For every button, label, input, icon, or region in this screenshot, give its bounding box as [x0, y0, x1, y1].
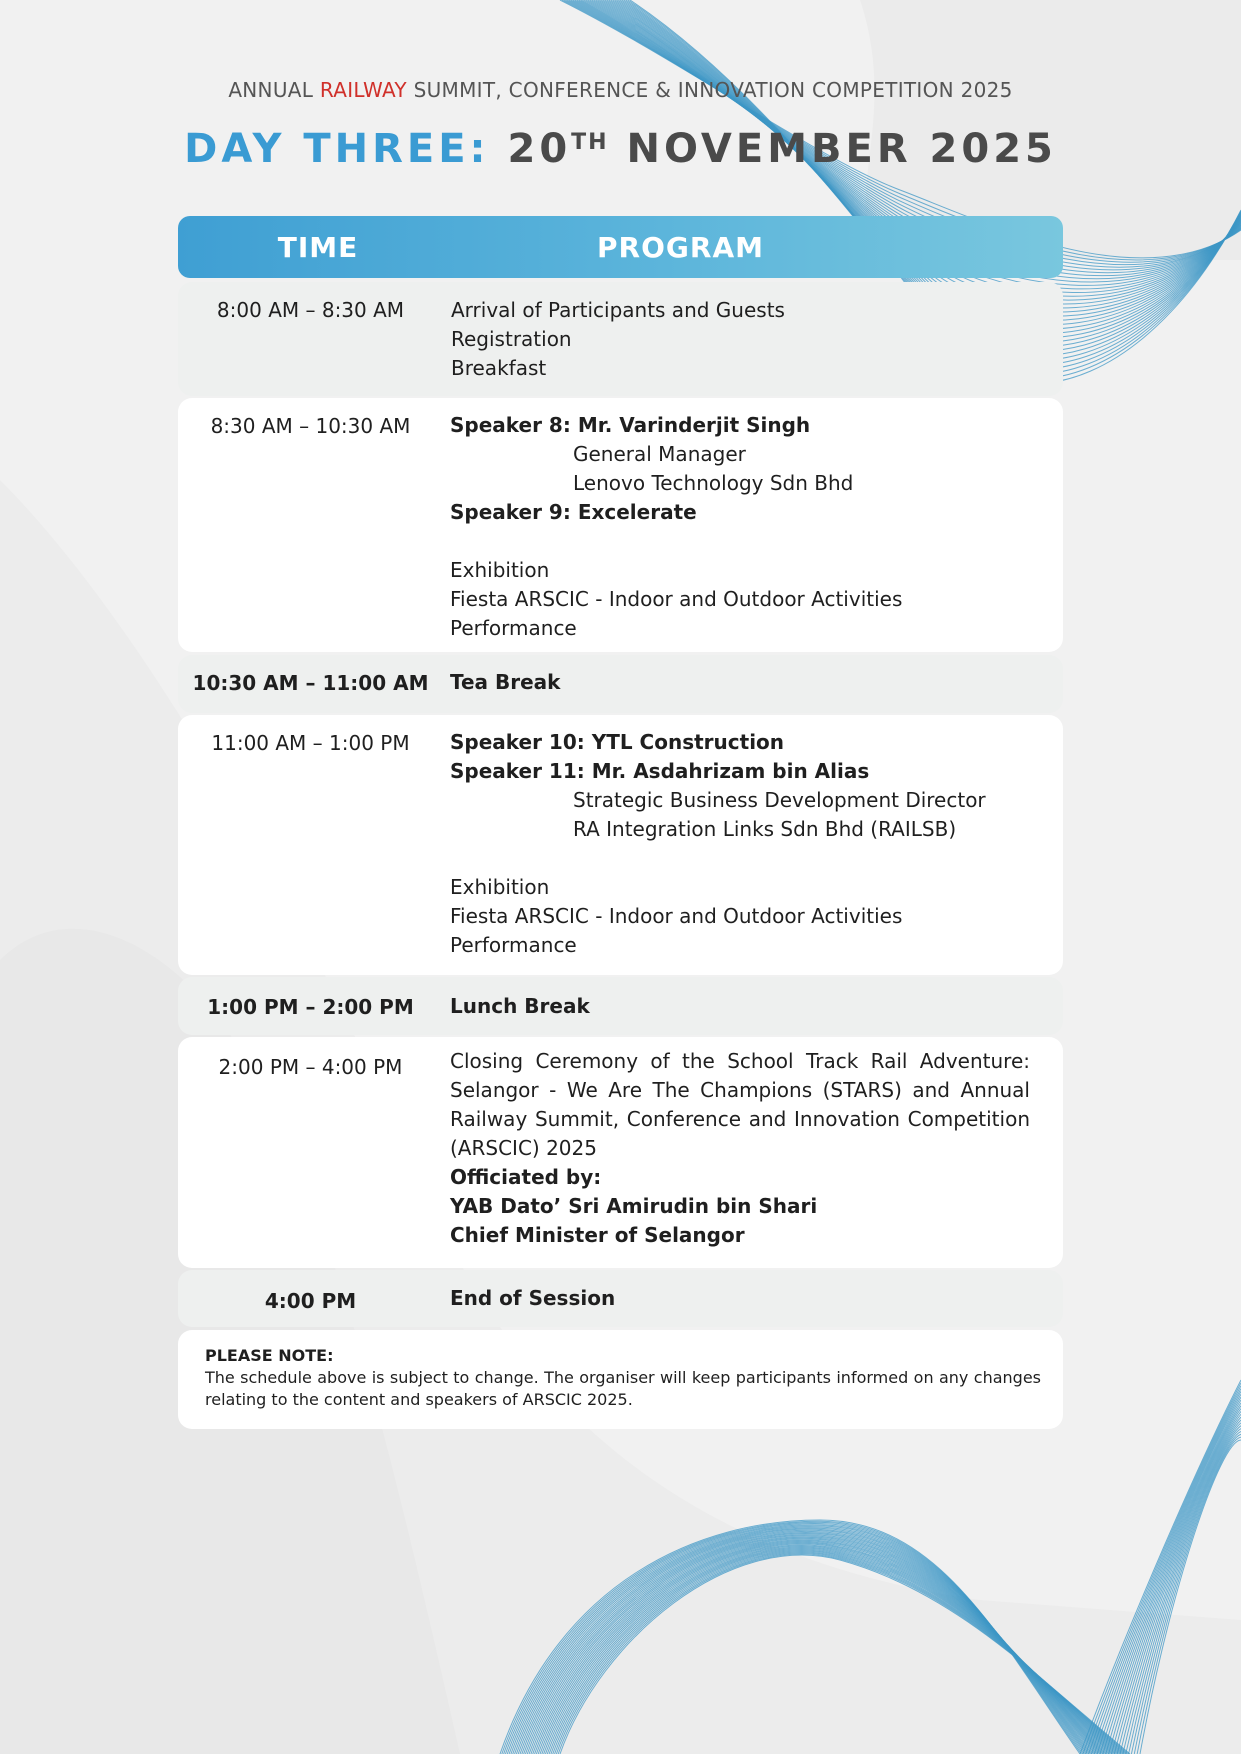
row-program: Lunch Break — [450, 994, 590, 1018]
speaker-name: Speaker 9: Excelerate — [450, 500, 697, 524]
please-note-box — [178, 1330, 1063, 1429]
row-time: 8:00 AM – 8:30 AM — [216, 298, 405, 322]
row-time: 1:00 PM – 2:00 PM — [207, 995, 414, 1019]
row-program: End of Session — [450, 1286, 616, 1310]
row-time: 2:00 PM – 4:00 PM — [218, 1055, 403, 1079]
speaker-name: Speaker 8: Mr. Varinderjit Singh — [450, 413, 811, 437]
event-subtitle: ANNUAL RAILWAY SUMMIT, CONFERENCE & INNOVATION COMPETITION 2025 — [228, 78, 1013, 102]
schedule-row — [178, 655, 1063, 713]
speaker-role: General Manager — [573, 442, 746, 466]
row-program: Speaker 10: YTL Construction Speaker 11: Mr. Asdahrizam bin Alias Strategic Business Development Director RA Integration Links Sdn Bhd (RAILSB) Exhibition Fiesta ARSCIC - Indoor and Outdoor Activities Performance — [450, 728, 1030, 960]
schedule-row — [178, 398, 1063, 652]
ceremony-description: Closing Ceremony of the School Track Rail Adventure: Selangor - We Are The Champions (STARS) and Annual Railway Summit, Conference and Innovation Competition (ARSCIC) 2025 — [450, 1049, 1030, 1160]
day-title — [0, 126, 1241, 172]
schedule-row — [178, 1037, 1063, 1268]
speaker-name: Speaker 11: Mr. Asdahrizam bin Alias — [450, 759, 870, 783]
speaker-name: Speaker 10: YTL Construction — [450, 730, 785, 754]
row-time: 11:00 AM – 1:00 PM — [211, 731, 410, 755]
schedule-row — [178, 282, 1063, 396]
schedule-row — [178, 1270, 1063, 1327]
date-rest: NOVEMBER 2025 — [626, 126, 1057, 172]
speaker-org: Lenovo Technology Sdn Bhd — [573, 471, 854, 495]
table-header — [178, 216, 1063, 278]
row-program — [450, 1047, 1030, 1250]
speaker-org: RA Integration Links Sdn Bhd (RAILSB) — [573, 817, 957, 841]
day-label: DAY THREE: — [184, 126, 490, 172]
column-header-program: PROGRAM — [597, 231, 764, 264]
note-title: PLEASE NOTE: — [205, 1346, 334, 1365]
date-day: 20 — [507, 126, 572, 172]
officiant-name: YAB Dato’ Sri Amirudin bin Shari — [450, 1194, 818, 1218]
row-time: 8:30 AM – 10:30 AM — [210, 414, 411, 438]
date-suffix: TH — [571, 130, 609, 155]
column-header-time: TIME — [277, 231, 359, 264]
officiant-title: Chief Minister of Selangor — [450, 1223, 745, 1247]
officiated-label: Officiated by: — [450, 1165, 602, 1189]
row-program: Arrival of Participants and Guests Registration Breakfast — [451, 298, 785, 380]
row-program: Tea Break — [450, 670, 561, 694]
row-program: Speaker 8: Mr. Varinderjit Singh General Manager Lenovo Technology Sdn Bhd Speaker 9: Excelerate Exhibition Fiesta ARSCIC - Indoor and Outdoor Activities Performance — [450, 411, 1030, 643]
schedule-row — [178, 977, 1063, 1035]
row-time: 10:30 AM – 11:00 AM — [192, 671, 429, 695]
speaker-role: Strategic Business Development Director — [573, 788, 986, 812]
note-text: The schedule above is subject to change. The organiser will keep participants informed on any changes relating to the content and speakers of ARSCIC 2025. — [205, 1368, 1041, 1409]
schedule-row — [178, 715, 1063, 975]
subtitle-railway-word: RAILWAY — [319, 78, 407, 102]
row-time: 4:00 PM — [264, 1289, 357, 1313]
